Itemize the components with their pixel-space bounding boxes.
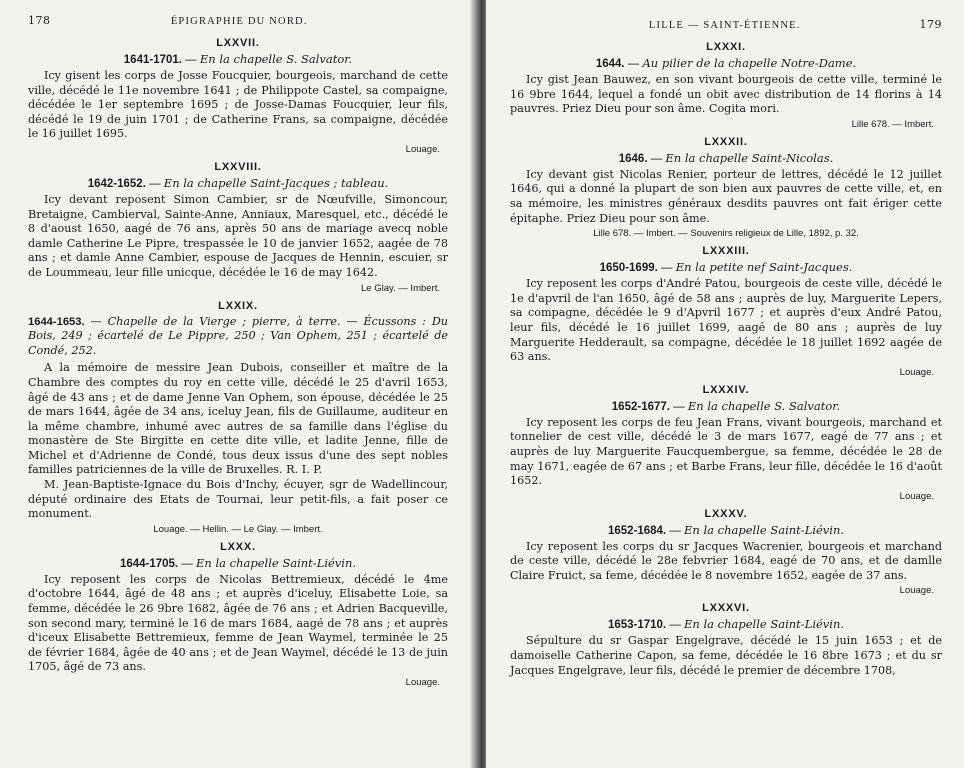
entry-text-2: M. Jean-Baptiste-Ignace du Bois d'Inchy, écuyer, sgr de Wadellincour, député ordinaire des Etats de Tournai, leur petit-fils, a fait poser ce monument. [28,478,448,521]
entry-heading: 1642-1652. — En la chapelle Saint-Jacques ; tableau. [87,175,389,190]
left-page [0,0,478,768]
entry-lxxvii [28,37,448,155]
entry-location: En la petite nef Saint-Jacques. [675,260,853,275]
entry-lxxix [28,300,448,535]
left-running-title: ÉPIGRAPHIE DU NORD. [170,16,308,27]
entry-location: En la chapelle Saint-Liévin. [196,555,357,570]
entry-number: LXXVIII. [214,160,262,173]
entry-heading: 1644-1705. — En la chapelle Saint-Liévin. [119,555,357,570]
entry-text: Icy gist Jean Bauwez, en son vivant bourgeois de cette ville, terminé le 16 9bre 1644, lequel a fondé un obit avec distribution de 14 florins à 14 pauvres. Priez Dieu pour son âme. Cogita mori. [510,73,942,116]
entry-lxxxvi [510,602,942,678]
entry-date: 1641-1701. [123,54,182,66]
right-page-number: 179 [919,18,942,31]
entry-number: LXXX. [220,540,256,553]
entry-text: Icy reposent les corps de feu Jean Frans, vivant bourgeois, marchand et tonnelier de cest ville, décédé le 3 de mars 1677, eagé de 77 ans ; et auprès de luy Marguerite Faucquembergue, sa femme, décédée le 28 de may 1671, eagée de 67 ans ; et Barbe Frans, leur fille, décédée le 16 d'août 1652. [510,415,942,488]
left-page-number: 178 [28,14,51,27]
entry-location: En la chapelle Saint-Jacques ; tableau. [163,175,389,190]
entry-source: Lille 678. — Imbert. — Souvenirs religieux de Lille, 1892, p. 32. [593,228,859,240]
entry-text: Icy reposent les corps d'André Patou, bourgeois de ceste ville, décédé le 1e d'apvril de l'an 1650, âgé de 58 ans ; auprès de luy, Marguerite Lepers, sa compagne, décédée le 9 d'Apvril 1677 ; et auprès d'eux André Patou, leur fils, décédé le 16 juillet 1699, aagé de 80 ans ; auprès de luy Marguerite Hedderault, sa compagne, décédée le 18 juillet 1692 aagée de 63 ans. [510,277,942,364]
entry-source: Louage. — Hellin. — Le Glay. — Imbert. [153,523,323,535]
entry-text: Icy devant reposent Simon Cambier, sr de Nœufville, Simoncour, Bretaigne, Cambierval, Sainte-Anne, Anniaux, Maresquel, etc., décédé le 8 d'aoust 1650, aagé de 76 ans, après 50 ans de mariage avecq noble damle Catherine Le Pipre, trespassée le 10 de janvier 1652, aagée de 78 ans ; et damle Anne Cambier, espouse de Jacques de Hennin, escuier, sr de Loummeau, leur fille unicque, décédée le 16 de may 1642. [28,192,448,279]
entry-heading: 1652-1684. — En la chapelle Saint-Liévin. [607,522,845,537]
entry-date: 1652-1684. [607,524,667,537]
entry-source: Lille 678. — Imbert. [851,118,934,130]
entry-date: 1653-1710. [607,619,667,632]
entry-text: Icy reposent les corps de Nicolas Bettremieux, décédé le 4me d'octobre 1644, âgé de 48 ans ; et auprès d'iceluy, Elisabette Loie, sa femme, décédée le 26 9bre 1682, âgée de 76 ans ; et Adrien Bacqueville, son second mary, terminé le 16 de mars 1684, aagé de 78 ans ; et auprès d'iceux Elisabette Bettremieux, femme de Jean Waymel, terminée le 25 de février 1684, âgée de 40 ans ; et de Jean Waymel, décédé le 13 de juin 1705, âgé de 73 ans. [28,572,448,674]
right-running-head [510,18,942,31]
entry-source: Louage. [899,366,934,378]
entry-location: En la chapelle Saint-Liévin. [684,522,845,537]
entry-number: LXXXVI. [702,602,750,615]
entry-number: LXXVII. [216,37,260,49]
entry-lxxxii [510,136,942,239]
entry-source: Louage. [899,490,934,502]
entry-number: LXXIX. [218,299,258,312]
entry-source: Louage. [405,143,440,155]
entry-heading: 1652-1677. — En la chapelle S. Salvator. [611,398,841,413]
entry-location: Chapelle de la Vierge ; pierre, à terre. — Écussons : Du Bois, 249 ; écartelé de Le Pippre, 250 ; Van Ophem, 251 ; écartelé de Condé, 252. [28,314,448,357]
entry-heading: 1653-1710. — En la chapelle Saint-Liévin. [607,617,845,632]
entry-lxxviii [28,161,448,294]
entry-number: LXXXI. [706,41,746,53]
right-page [486,0,964,768]
right-running-title: LILLE — SAINT-ÉTIENNE. [648,20,801,31]
entry-location: En la chapelle S. Salvator. [199,52,353,66]
entry-text: Sépulture du sr Gaspar Engelgrave, décédé le 15 juin 1653 ; et de damoiselle Catherine Capon, sa feme, décédée le 16 8bre 1673 ; et du sr Jacques Engelgrave, leur fils, décédé le premier de décembre 1708, [510,634,942,677]
entry-location: En la chapelle S. Salvator. [687,398,841,413]
entry-date: 1644-1653. [28,315,85,328]
entry-heading: 1650-1699. — En la petite nef Saint-Jacques. [599,260,853,275]
entry-number: LXXXIV. [702,383,750,396]
entry-source: Le Glay. — Imbert. [360,282,440,294]
entry-heading: 1641-1701. — En la chapelle S. Salvator. [123,52,353,66]
entry-location: En la chapelle Saint-Nicolas. [665,150,834,165]
entry-date: 1652-1677. [611,400,670,413]
entry-date: 1646. [618,152,648,165]
entry-number: LXXXIII. [702,245,750,258]
entry-date: 1642-1652. [87,177,146,190]
entry-text: Icy devant gist Nicolas Renier, porteur de lettres, décédé le 12 juillet 1646, qui a donné la plupart de son bien aux pauvres de cette ville, et, en sa mémoire, les ministres généraux desdits pauvres ont fait ériger cette épitaphe. Priez Dieu pour son âme. [510,167,942,225]
entry-number: LXXXII. [704,135,748,148]
entry-date: 1644. [595,58,625,70]
left-running-head [28,14,448,27]
entry-location: Au pilier de la chapelle Notre-Dame. [642,56,857,70]
entry-text: A la mémoire de messire Jean Dubois, conseiller et maître de la Chambre des comptes du roy en cette ville, décédé le 25 d'avril 1653, âgé de 43 ans ; et de dame Jenne Van Ophem, son épouse, décédée le 25 de mars 1644, âgée de 34 ans, iceluy Jean, fils de Guillaume, auditeur en la même chambre, inhumé avec autres de sa famille dans l'église du monastère de Ste Birgitte en cette dite ville, et ladite Jenne, fille de Michel et d'Adrienne de Condé, tous deux issus d'une des sept nobles familles patriciennes de la ville de Bruxelles. R. I. P. [28,361,448,477]
entry-date: 1644-1705. [119,557,179,570]
entry-heading: 1646. — En la chapelle Saint-Nicolas. [618,150,834,165]
entry-location: En la chapelle Saint-Liévin. [684,617,845,632]
entry-lxxxv [510,508,942,597]
entry-number: LXXXV. [704,507,748,520]
entry-text: Icy reposent les corps du sr Jacques Wacrenier, bourgeois et marchand de ceste ville, décédé le 28e febvrier 1684, eagé de 70 ans, et de damlle Claire Fruict, sa feme, décédée le 8 novembre 1652, eagée de 37 ans. [510,539,942,582]
entry-heading: 1644-1653. — Chapelle de la Vierge ; pierre, à terre. — Écussons : Du Bois, 249 ; écartelé de Le Pippre, 250 ; Van Ophem, 251 ; écartelé de Condé, 252. [28,314,448,357]
entry-lxxx [28,541,448,688]
entry-lxxxi [510,41,942,130]
entry-lxxxiv [510,384,942,502]
entry-date: 1650-1699. [599,262,658,275]
entry-source: Louage. [899,585,934,597]
entry-text: Icy gisent les corps de Josse Foucquier, bourgeois, marchand de cette ville, décédé le 11e novembre 1641 ; de Philippote Castel, sa compaigne, décédée le 1er septembre 1695 ; de Josse-Damas Foucquier, leur fils, décédé le 19 de juin 1701 ; de Catherine Frans, sa compaigne, décédée le 16 juillet 1695. [28,69,448,141]
entry-source: Louage. [405,677,440,688]
entry-heading: 1644. — Au pilier de la chapelle Notre-Dame. [595,56,857,70]
entry-lxxxiii [510,245,942,378]
